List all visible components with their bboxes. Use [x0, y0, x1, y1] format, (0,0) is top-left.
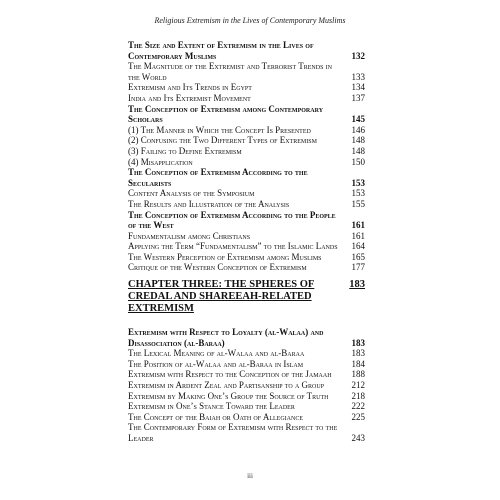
toc-entry-title: (3) Failing to Define Extremism — [128, 145, 242, 156]
toc-entry — [128, 146, 365, 157]
toc-entry-page: 222 — [351, 401, 365, 412]
chapter-page: 183 — [349, 279, 365, 291]
toc-entry-title: Extremism and Its Trends in Egypt — [128, 82, 252, 93]
toc-entry-page: 155 — [351, 198, 365, 209]
toc-entry-title: The Conception of Extremism among Contemporary Scholars — [128, 103, 324, 125]
toc-entry-page: 153 — [351, 188, 365, 199]
toc-entry-page: 212 — [351, 380, 365, 391]
toc-entry-title: Extremism with Respect to Loyalty (al-Walaa) and Disassociation (al-Baraa) — [128, 327, 324, 348]
toc-entry-page: 161 — [351, 220, 365, 231]
toc-entry — [128, 241, 365, 252]
toc-entry — [128, 125, 365, 136]
toc-entry-page: 137 — [351, 92, 365, 103]
toc-entry-title: (1) The Manner in Which the Concept Is Presented — [128, 124, 311, 135]
chapter-heading — [128, 279, 365, 315]
toc-entry-page: 133 — [351, 71, 365, 82]
toc-entry-title: The Size and Extent of Extremism in the Lives of Contemporary Muslims — [128, 40, 314, 61]
toc-entry-page: 145 — [351, 114, 365, 125]
toc-entry-page: 225 — [351, 411, 365, 422]
toc-entry-title: Extremism in Ardent Zeal and Partisanship to a Group — [128, 380, 325, 391]
toc-entry-title: The Magnitude of the Extremist and Terrorist Trends in the World — [128, 61, 332, 82]
toc-entry — [128, 262, 365, 273]
toc-entry — [128, 359, 365, 370]
toc-entry — [128, 199, 365, 210]
toc-entry-title: (4) Misapplication — [128, 156, 193, 167]
toc-entry-page: 183 — [351, 337, 365, 348]
toc-entry-title: Fundamentalism among Christians — [128, 230, 251, 241]
toc-entry-page: 150 — [351, 156, 365, 167]
toc-entry-page: 148 — [351, 135, 365, 146]
toc-entry — [128, 422, 365, 443]
toc-entry — [128, 188, 365, 199]
toc-entry-page: 184 — [351, 358, 365, 369]
toc-entry-title: The Concept of the Baiah or Oath of Allegiance — [128, 411, 303, 422]
toc-entry — [128, 93, 365, 104]
chapter-title: CHAPTER THREE: THE SPHERES OF CREDAL AND SHAREEAH-RELATED EXTREMISM — [128, 279, 315, 315]
toc-entry-title: Extremism with Respect to the Conception of the Jamaah — [128, 369, 332, 380]
toc-entry-page: 188 — [351, 369, 365, 380]
toc-entry — [128, 327, 365, 348]
toc-entry — [128, 380, 365, 391]
page-number: iii — [247, 472, 253, 480]
toc-entry — [128, 231, 365, 242]
toc-entry-title: The Western Perception of Extremism among Muslims — [128, 251, 322, 262]
toc-entry — [128, 61, 365, 82]
toc-entry — [128, 135, 365, 146]
toc-entry-title: The Contemporary Form of Extremism with Respect to the Leader — [128, 422, 338, 443]
toc-entry — [128, 401, 365, 412]
toc-entry-page: 132 — [351, 50, 365, 61]
toc-entry-title: Extremism by Making One’s Group the Source of Truth — [128, 390, 329, 401]
toc-entry-title: The Conception of Extremism According to the Secularists — [128, 167, 308, 188]
toc-entry — [128, 369, 365, 380]
toc-entry-title: Extremism in One’s Stance Toward the Leader — [128, 401, 295, 412]
toc-entry-title: The Conception of Extremism According to the People of the West — [128, 209, 336, 231]
toc-entry-title: The Lexical Meaning of al-Walaa and al-Baraa — [128, 348, 305, 359]
table-of-contents — [128, 40, 365, 444]
toc-entry-title: Applying the Term “Fundamentalism” to the Islamic Lands — [128, 241, 338, 252]
running-head: Religious Extremism in the Lives of Contemporary Muslims — [154, 16, 346, 25]
toc-entry — [128, 391, 365, 402]
toc-entry — [128, 252, 365, 263]
toc-entry-page: 183 — [351, 348, 365, 359]
toc-entry-page: 177 — [351, 262, 365, 273]
toc-entry — [128, 82, 365, 93]
toc-entry-page: 153 — [351, 177, 365, 188]
toc-entry — [128, 40, 365, 61]
toc-entry-page: 134 — [351, 82, 365, 93]
toc-entry — [128, 412, 365, 423]
toc-entry-page: 146 — [351, 124, 365, 135]
toc-entry-page: 218 — [351, 390, 365, 401]
toc-entry-page: 243 — [351, 433, 365, 443]
toc-entry-title: (2) Confusing the Two Different Types of Extremism — [128, 135, 317, 146]
toc-entry-title: The Results and Illustration of the Analysis — [128, 198, 290, 209]
toc-entry — [128, 167, 365, 188]
toc-entry-title: India and Its Extremist Movement — [128, 92, 251, 103]
toc-entry-page: 164 — [351, 241, 365, 252]
toc-entry-title: Critique of the Western Conception of Extremism — [128, 262, 307, 273]
toc-entry — [128, 157, 365, 168]
toc-section-a — [128, 40, 365, 273]
toc-entry-page: 165 — [351, 251, 365, 262]
toc-section-b — [128, 327, 365, 444]
toc-entry-title: The Position of al-Walaa and al-Baraa in Islam — [128, 358, 304, 369]
toc-entry — [128, 104, 365, 125]
toc-entry-title: Content Analysis of the Symposium — [128, 188, 255, 199]
toc-entry-page: 148 — [351, 145, 365, 156]
toc-entry — [128, 348, 365, 359]
toc-entry-page: 161 — [351, 230, 365, 241]
toc-entry — [128, 210, 365, 231]
